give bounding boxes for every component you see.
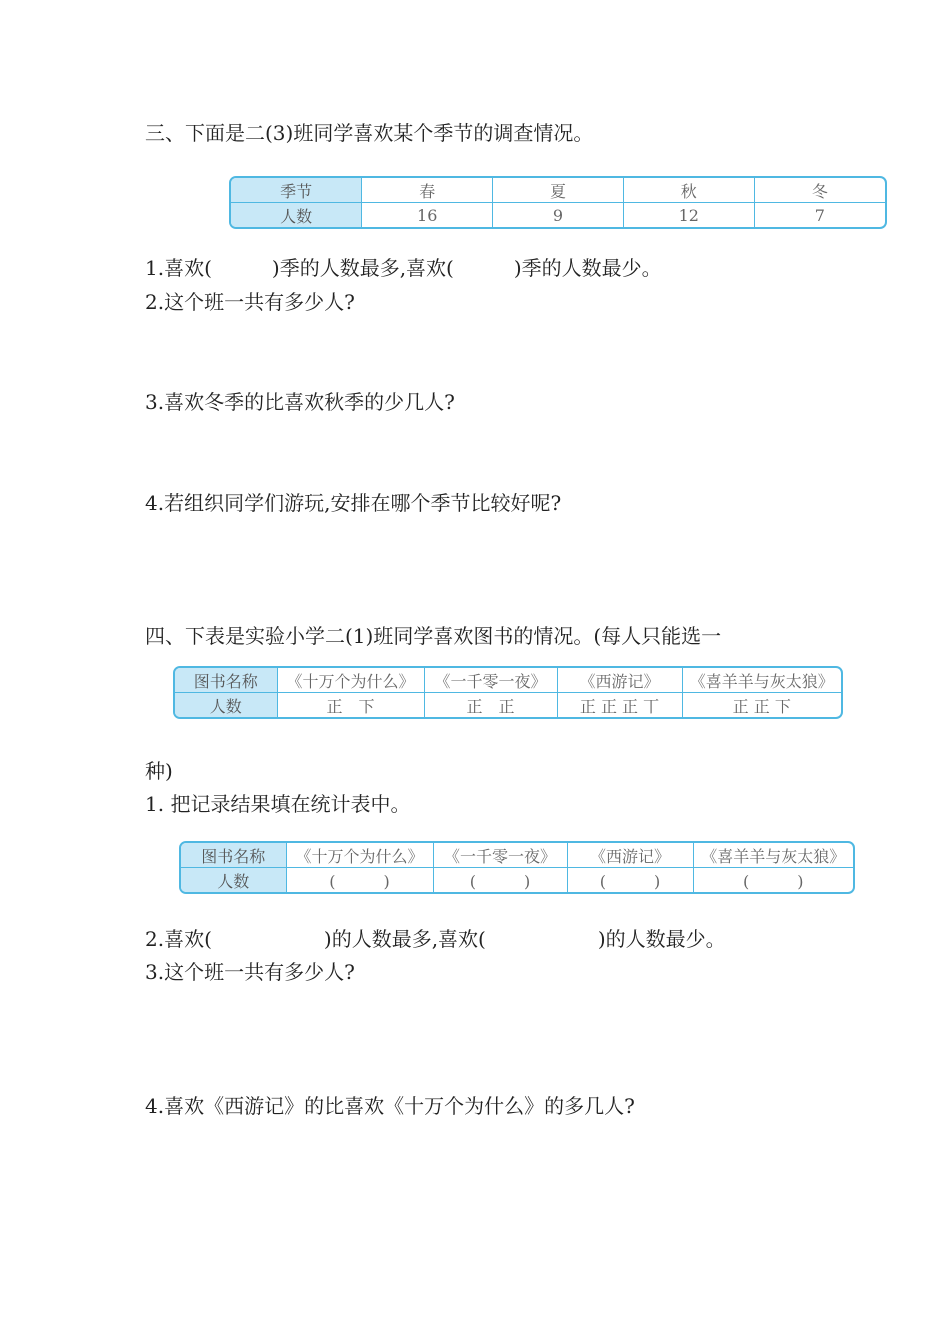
book-statistics-table: [179, 841, 855, 894]
question-4-4: 4.喜欢《西游记》的比喜欢《十万个为什么》的多几人?: [145, 1094, 635, 1118]
table-cell: 春: [362, 178, 493, 203]
tally-cell: 正 下: [277, 693, 424, 718]
table-cell: 16: [362, 203, 493, 228]
question-4-2: [145, 926, 726, 952]
table-cell: 《喜羊羊与灰太狼》: [693, 843, 853, 868]
section4-heading-continued: 种): [145, 759, 173, 783]
question-text: 2.喜欢(: [145, 927, 212, 951]
question-text: )季的人数最少。: [513, 256, 662, 280]
table-cell: 《十万个为什么》: [286, 843, 433, 868]
table-cell: 12: [623, 203, 754, 228]
table-cell: 夏: [493, 178, 624, 203]
question-text: )季的人数最多,喜欢(: [271, 256, 454, 280]
table-header-row: [231, 178, 885, 203]
tally-cell: 正 正 正 丅: [557, 693, 682, 718]
table-cell: 《西游记》: [567, 843, 693, 868]
table-cell: 《喜羊羊与灰太狼》: [682, 668, 841, 693]
section4-heading: 四、下表是实验小学二(1)班同学喜欢图书的情况。(每人只能选一: [145, 624, 722, 648]
table-header-row: [181, 843, 853, 868]
question-3-2: 2.这个班一共有多少人?: [145, 290, 355, 314]
table-row: [231, 203, 885, 228]
table-cell: 季节: [231, 178, 362, 203]
season-survey-table: [229, 176, 887, 229]
question-3-1: [145, 255, 662, 281]
tally-cell: 正 正 下: [682, 693, 841, 718]
table-cell: 《一千零一夜》: [433, 843, 567, 868]
table-cell: 《一千零一夜》: [424, 668, 557, 693]
table-cell: 《十万个为什么》: [277, 668, 424, 693]
table-cell: 秋: [623, 178, 754, 203]
table-cell: 人数: [231, 203, 362, 228]
answer-cell[interactable]: ( ): [567, 868, 693, 893]
table-cell: 9: [493, 203, 624, 228]
question-4-1: 1. 把记录结果填在统计表中。: [145, 792, 411, 816]
table-cell: 《西游记》: [557, 668, 682, 693]
table-header-row: [175, 668, 841, 693]
table-row: [181, 868, 853, 893]
book-tally-table: [173, 666, 843, 719]
question-3-4: 4.若组织同学们游玩,安排在哪个季节比较好呢?: [145, 491, 562, 515]
table-cell: 图书名称: [175, 668, 277, 693]
question-text: )的人数最多,喜欢(: [323, 927, 486, 951]
table-cell: 人数: [175, 693, 277, 718]
table-cell: 图书名称: [181, 843, 286, 868]
question-text: 1.喜欢(: [145, 256, 212, 280]
table-cell: 冬: [754, 178, 885, 203]
tally-cell: 正 正: [424, 693, 557, 718]
question-4-3: 3.这个班一共有多少人?: [145, 960, 355, 984]
answer-cell[interactable]: ( ): [693, 868, 853, 893]
answer-cell[interactable]: ( ): [286, 868, 433, 893]
answer-cell[interactable]: ( ): [433, 868, 567, 893]
question-3-3: 3.喜欢冬季的比喜欢秋季的少几人?: [145, 390, 455, 414]
section3-heading: 三、下面是二(3)班同学喜欢某个季节的调查情况。: [145, 121, 594, 145]
table-cell: 7: [754, 203, 885, 228]
question-text: )的人数最少。: [597, 927, 726, 951]
table-cell: 人数: [181, 868, 286, 893]
table-row: [175, 693, 841, 718]
